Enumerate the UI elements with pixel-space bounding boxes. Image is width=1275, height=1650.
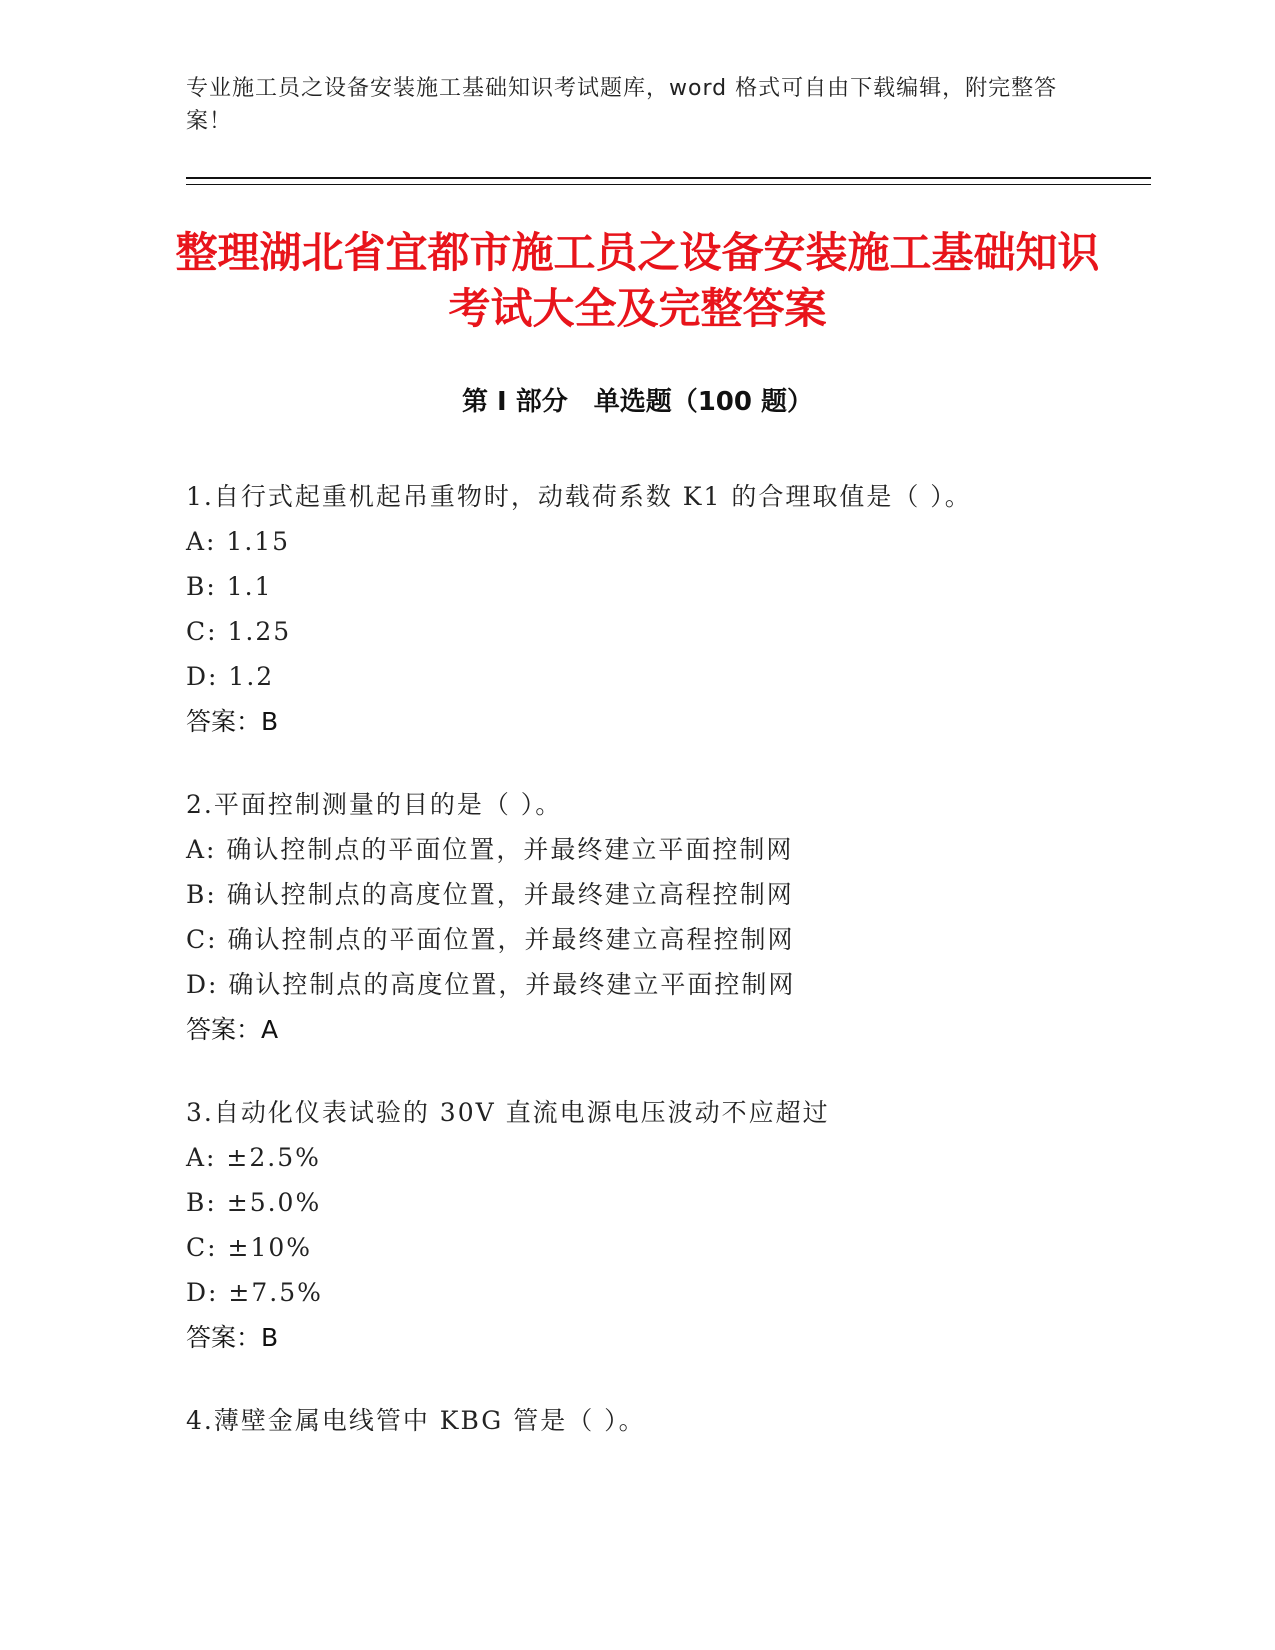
option-d: D: 1.2 [186, 662, 275, 691]
option-a: A: 确认控制点的平面位置，并最终建立平面控制网 [186, 835, 794, 864]
question-3 [186, 1090, 1126, 1360]
question-stem: 1.自行式起重机起吊重物时，动载荷系数 K1 的合理取值是（ ）。 [186, 482, 972, 511]
option-d: D: ±7.5% [186, 1278, 323, 1307]
option-b: B: 确认控制点的高度位置，并最终建立高程控制网 [186, 880, 794, 909]
question-stem: 3.自动化仪表试验的 30V 直流电源电压波动不应超过 [186, 1098, 830, 1127]
option-d: D: 确认控制点的高度位置，并最终建立平面控制网 [186, 970, 796, 999]
question-2 [186, 782, 1126, 1052]
section-title: 第 I 部分 单选题（100 题） [461, 387, 814, 417]
question-1 [186, 474, 1126, 744]
option-b: B: 1.1 [186, 572, 273, 601]
option-c: C: 1.25 [186, 617, 292, 646]
header-divider-thin [186, 184, 1151, 185]
document-title: 整理湖北省宜都市施工员之设备安装施工基础知识考试大全及完整答案 [175, 228, 1100, 333]
header-note: 专业施工员之设备安装施工基础知识考试题库，word 格式可自由下载编辑，附完整答案！ [186, 76, 1058, 134]
option-a: A: ±2.5% [186, 1143, 321, 1172]
answer: 答案：A [186, 1015, 279, 1044]
question-stem: 4.薄壁金属电线管中 KBG 管是（ ）。 [186, 1406, 646, 1435]
option-c: C: ±10% [186, 1233, 313, 1262]
question-4 [186, 1398, 1126, 1443]
header-divider-thick [186, 177, 1151, 179]
question-list [186, 474, 1126, 1481]
option-b: B: ±5.0% [186, 1188, 322, 1217]
answer: 答案：B [186, 707, 279, 736]
option-a: A: 1.15 [186, 527, 291, 556]
question-stem: 2.平面控制测量的目的是（ ）。 [186, 790, 563, 819]
option-c: C: 确认控制点的平面位置，并最终建立高程控制网 [186, 925, 795, 954]
answer: 答案：B [186, 1323, 279, 1352]
